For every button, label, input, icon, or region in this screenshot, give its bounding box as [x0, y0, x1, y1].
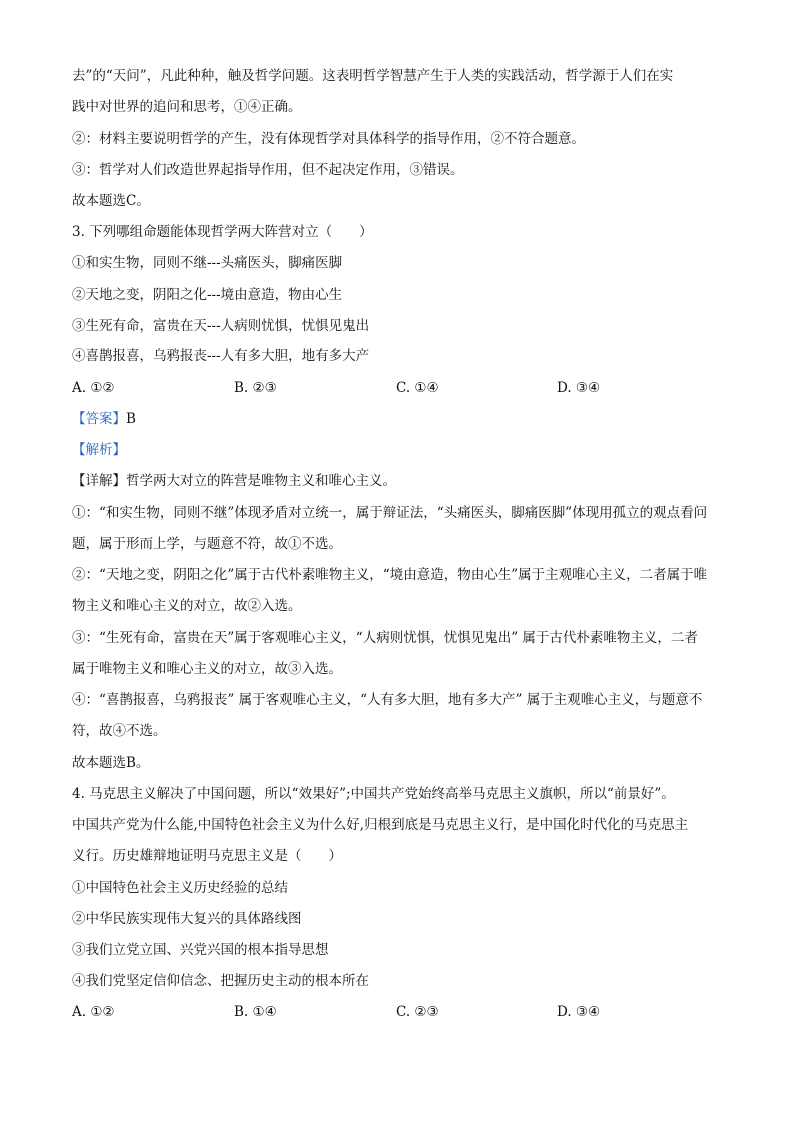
option-d: D. ③④	[557, 380, 601, 396]
explanation-line: 属于唯物主义和唯心主义的对立，故③入选。	[72, 661, 342, 677]
question-3-item: ③生死有命，富贵在天---人病则忧惧，忧惧见鬼出	[72, 318, 370, 334]
question-4-item: ②中华民族实现伟大复兴的具体路线图	[72, 911, 302, 927]
analysis-tag: 【解析】	[72, 442, 126, 458]
question-3-item: ②天地之变，阴阳之化---境由意造，物由心生	[72, 287, 343, 303]
option-c: C. ①④	[396, 380, 439, 396]
question-4-stem: 4. 马克思主义解决了中国问题，所以“效果好”;中国共产党始终高举马克思主义旗帜，所以“前景好”。	[72, 786, 675, 802]
answer-value: B	[126, 411, 136, 427]
detail-text: 哲学两大对立的阵营是唯物主义和唯心主义。	[126, 473, 396, 489]
detail-line	[72, 471, 722, 491]
answer-line	[72, 409, 722, 429]
option-a: A. ①②	[72, 380, 115, 396]
question-3-item: ①和实生物，同则不继---头痛医头，脚痛医脚	[72, 255, 343, 271]
question-4-item: ④我们党坚定信仰信念、把握历史主动的根本所在	[72, 973, 369, 989]
option-b: B. ①④	[234, 1004, 277, 1020]
option-c: C. ②③	[396, 1004, 439, 1020]
question-4-stem: 义行。历史雄辩地证明马克思主义是（ ）	[72, 848, 342, 864]
question-3-stem: 3. 下列哪组命题能体现哲学两大阵营对立（ ）	[72, 224, 373, 240]
paragraph-line: ③：哲学对人们改造世界起指导作用，但不起决定作用，③错误。	[72, 162, 464, 178]
question-4-item: ①中国特色社会主义历史经验的总结	[72, 880, 288, 896]
explanation-line: 题，属于形而上学，与题意不符，故①不选。	[72, 536, 342, 552]
explanation-line: ④：“喜鹊报喜，乌鸦报丧” 属于客观唯心主义，“人有多大胆，地有多大产” 属于主观唯心主义，与题意不	[72, 692, 703, 708]
question-4-item: ③我们立党立国、兴党兴国的根本指导思想	[72, 942, 329, 958]
answer-tag: 【答案】	[72, 411, 126, 427]
paragraph-line: 故本题选C。	[72, 193, 150, 209]
conclusion-line: 故本题选B。	[72, 755, 150, 771]
question-4-stem: 中国共产党为什么能,中国特色社会主义为什么好,归根到底是马克思主义行，是中国化时代化的马克思主	[72, 817, 689, 833]
paragraph-line: ②：材料主要说明哲学的产生，没有体现哲学对具体科学的指导作用，②不符合题意。	[72, 131, 585, 147]
explanation-line: ③：“生死有命，富贵在天”属于客观唯心主义，“人病则忧惧，忧惧见鬼出” 属于古代朴素唯物主义，二者	[72, 630, 698, 646]
question-3-item: ④喜鹊报喜，乌鸦报丧---人有多大胆，地有多大产	[72, 348, 370, 364]
option-a: A. ①②	[72, 1004, 115, 1020]
explanation-line: ①：“和实生物，同则不继”体现矛盾对立统一，属于辩证法，“头痛医头，脚痛医脚”体现用孤立的观点看问	[72, 505, 708, 521]
explanation-line: ②：“天地之变，阴阳之化”属于古代朴素唯物主义，“境由意造，物由心生”属于主观唯心主义，二者属于唯	[72, 567, 708, 583]
detail-tag: 【详解】	[72, 473, 126, 489]
option-d: D. ③④	[557, 1004, 601, 1020]
option-b: B. ②③	[234, 380, 277, 396]
analysis-line	[72, 440, 722, 460]
explanation-line: 物主义和唯心主义的对立，故②入选。	[72, 598, 302, 614]
paragraph-line: 去”的“天问”，凡此种种，触及哲学问题。这表明哲学智慧产生于人类的实践活动，哲学源于人们在实	[72, 68, 674, 84]
paragraph-line: 践中对世界的追问和思考，①④正确。	[72, 99, 302, 115]
explanation-line: 符，故④不选。	[72, 723, 167, 739]
